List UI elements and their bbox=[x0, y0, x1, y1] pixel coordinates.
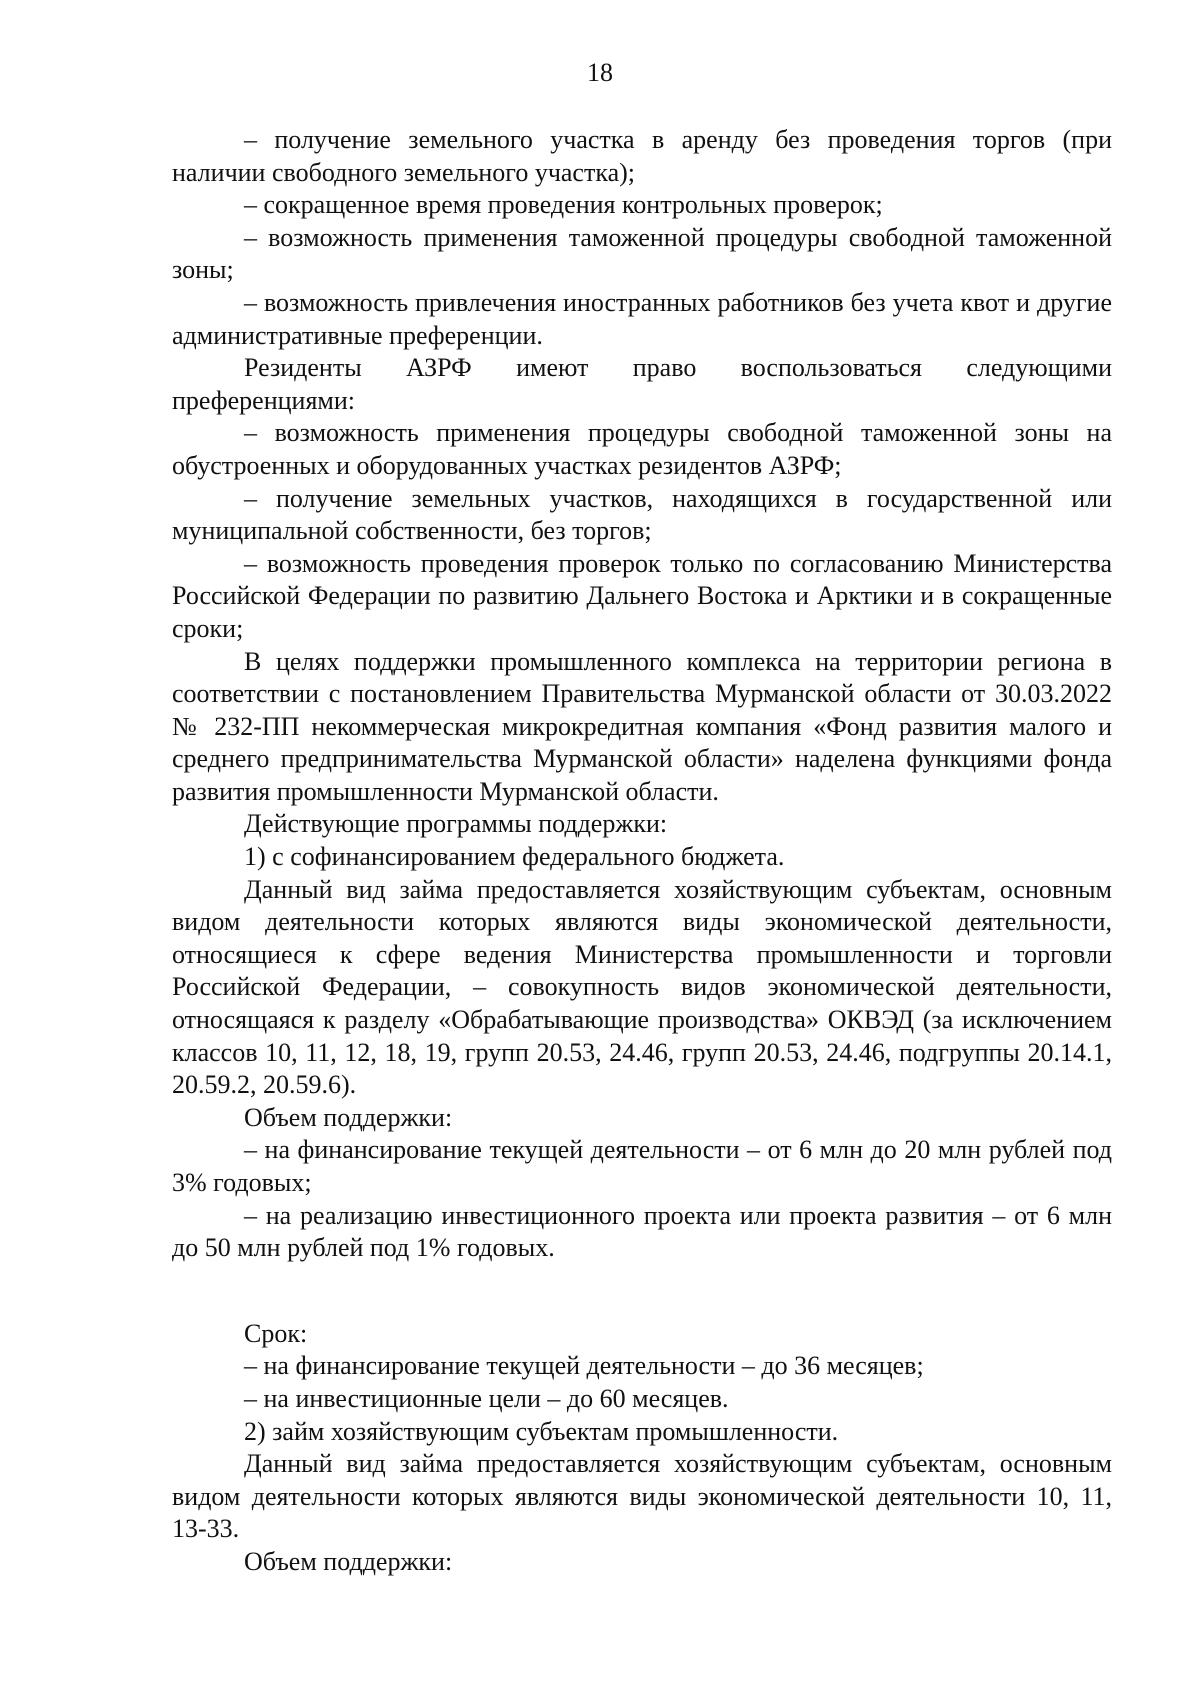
blank-space bbox=[172, 1265, 1112, 1318]
paragraph-term: Срок: bbox=[244, 1318, 308, 1348]
paragraph-inspections-agreement: – возможность проведения проверок только по согласованию Министерства Российской Федерации по развитию Дальнего Востока и Арктики и в сокращенные сроки; bbox=[172, 548, 1112, 643]
paragraph-land-without-tender: – получение земельных участков, находящихся в государственной или муниципальной собственности, без торгов; bbox=[172, 483, 1112, 546]
paragraph-loan-description-1: Данный вид займа предоставляется хозяйствующим субъектам, основным видом деятельности которых являются виды экономической деятельности, относящиеся к сфере ведения Министерства промышленности и торговли Российской Федерации, – совокупность видов экономической деятельности, относящаяся к разделу «Обрабатывающие производства» ОКВЭД (за исключением классов 10, 11, 12, 18, 19, групп 20.53, 24.46, групп 20.53, 24.46, подгруппы 20.14.1, 20.59.2, 20.59.6). bbox=[172, 874, 1112, 1100]
document-body bbox=[172, 124, 1112, 1579]
paragraph-investment-project: – на реализацию инвестиционного проекта или проекта развития – от 6 млн до 50 млн рублей под 1% годовых. bbox=[172, 1200, 1112, 1263]
paragraph-program-2: 2) займ хозяйствующим субъектам промышленности. bbox=[244, 1416, 839, 1446]
page-number: 18 bbox=[587, 58, 613, 87]
paragraph-reduced-inspections: – сокращенное время проведения контрольных проверок; bbox=[244, 190, 883, 220]
paragraph-land-lease: – получение земельного участка в аренду без проведения торгов (при наличии свободного земельного участка); bbox=[172, 125, 1112, 187]
paragraph-support-volume-1: Объем поддержки: bbox=[244, 1102, 453, 1132]
paragraph-foreign-workers: – возможность привлечения иностранных работников без учета квот и другие административные преференции. bbox=[172, 287, 1112, 350]
paragraph-free-customs-zone: – возможность применения таможенной процедуры свободной таможенной зоны; bbox=[172, 222, 1112, 285]
paragraph-residents-azrf: Резиденты АЗРФ имеют право воспользоваться следующими преференциями: bbox=[172, 353, 1112, 415]
paragraph-loan-description-2: Данный вид займа предоставляется хозяйствующим субъектам, основным видом деятельности которых являются виды экономической деятельности 10, 11, 13-33. bbox=[172, 1449, 1112, 1544]
paragraph-support-volume-2: Объем поддержки: bbox=[244, 1546, 453, 1576]
paragraph-term-investment: – на инвестиционные цели – до 60 месяцев. bbox=[244, 1383, 729, 1413]
paragraph-customs-procedure-sites: – возможность применения процедуры свободной таможенной зоны на обустроенных и оборудованных участках резидентов АЗРФ; bbox=[172, 418, 1112, 480]
paragraph-industrial-support: В целях поддержки промышленного комплекса на территории региона в соответствии с постановлением Правительства Мурманской области от 30.03.2022 № 232-ПП некоммерческая микрокредитная компания «Фонд развития малого и среднего предпринимательства Мурманской области» наделена функциями фонда развития промышленности Мурманской области. bbox=[172, 646, 1112, 806]
paragraph-term-current-activity: – на финансирование текущей деятельности – до 36 месяцев; bbox=[244, 1351, 924, 1381]
paragraph-current-activity-financing: – на финансирование текущей деятельности – от 6 млн до 20 млн рублей под 3% годовых; bbox=[172, 1135, 1112, 1197]
paragraph-support-programs: Действующие программы поддержки: bbox=[244, 809, 668, 839]
paragraph-program-1: 1) с софинансированием федерального бюджета. bbox=[244, 842, 785, 872]
